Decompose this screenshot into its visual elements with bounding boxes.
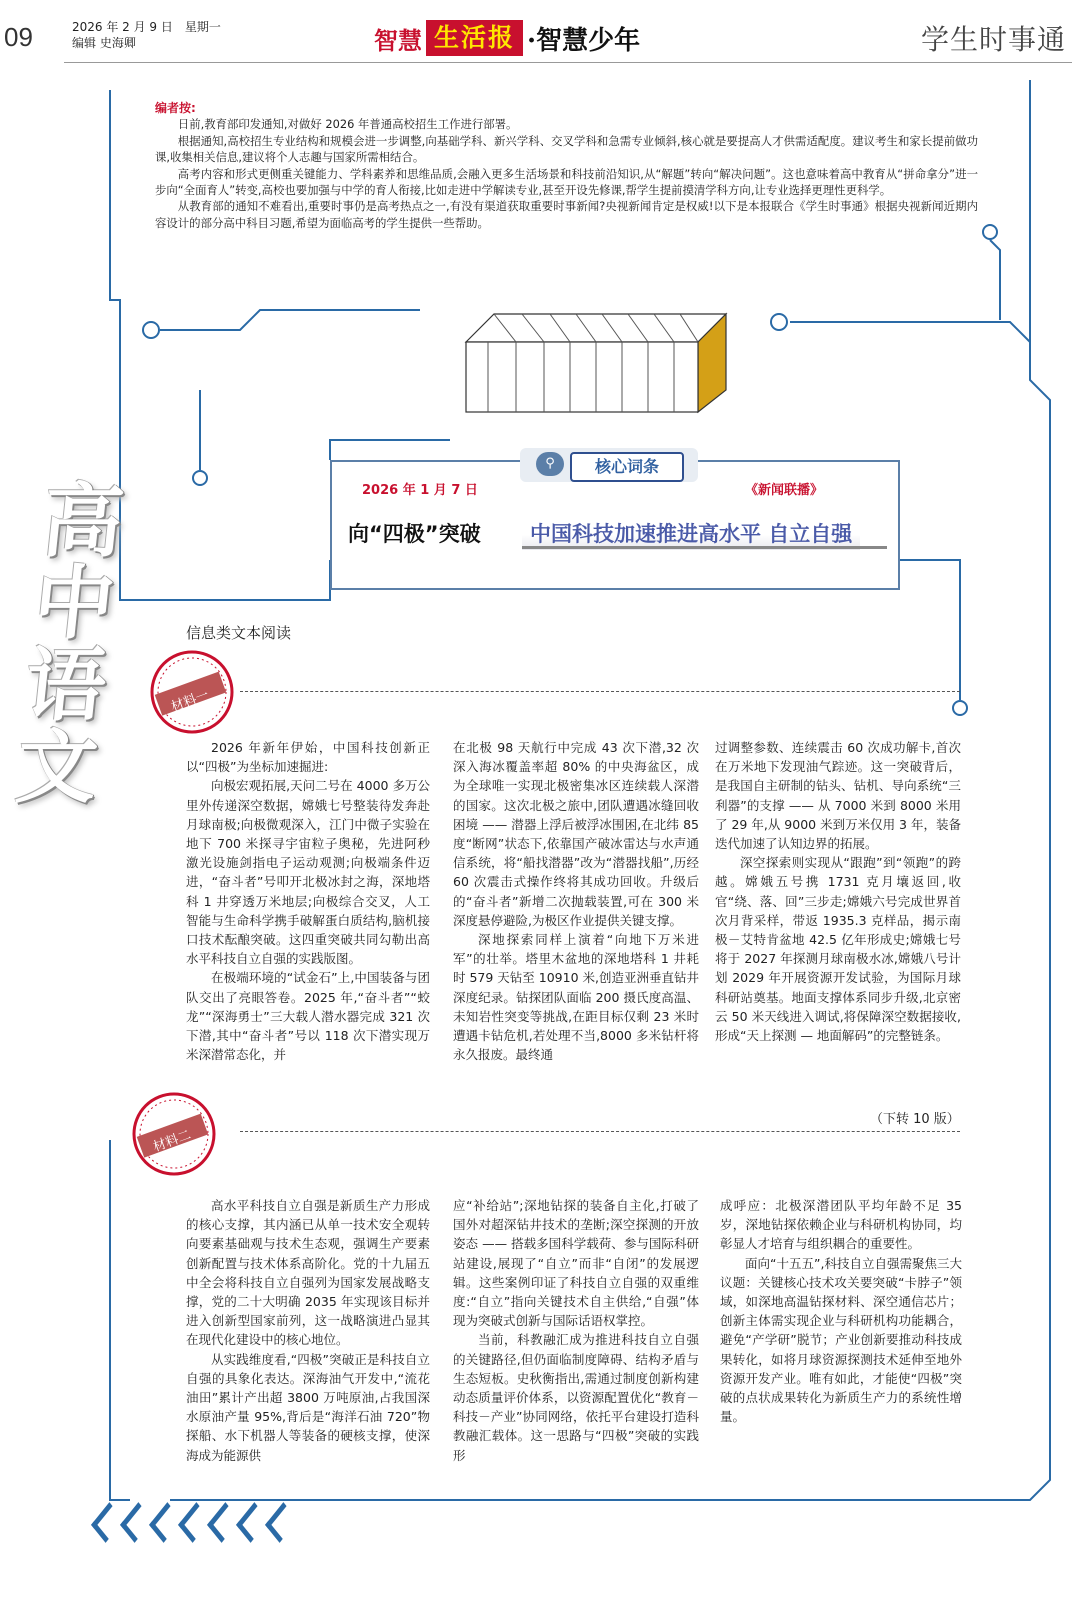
material1-column-3	[715, 738, 961, 1045]
paragraph: 成呼应：北极深潜团队平均年龄不足 35 岁，深地钻探依赖企业与科研机构协同，均彰显人才培育与组织耦合的重要性。	[720, 1198, 962, 1252]
header-divider	[64, 62, 1072, 63]
chevron-left-icon	[207, 1502, 240, 1543]
material1-label: 材料一	[169, 687, 212, 716]
vertical-subject-title: 高中语文	[12, 474, 128, 814]
paragraph: 2026 年新年伊始，中国科技创新正以“四极”为坐标加速掘进:	[186, 740, 430, 775]
paragraph: 深空探索则实现从“跟跑”到“领跑”的跨越。嫦娥五号携 1731 克月壤返回,收官“绕、落、回”三步走;嫦娥六号完成世界首次月背采样，带返 1935.3 克样品，揭示南极－艾特肯盆地 42.5 亿年形成史;嫦娥七号将于 2027 年探测月球南极水冰,嫦娥八号计划 2029 年开展资源开发试验，为国际月球科研站奠基。地面支撑体系同步升级,北京密云 50 米天线进入调试,将保障深空数据接收,形成“天上探测 — 地面解码”的完整链条。	[715, 855, 961, 1044]
logo-left: 智慧	[374, 25, 422, 55]
logo-red: 生活报	[426, 20, 523, 56]
chevron-left-icon	[120, 1502, 153, 1543]
issue-info	[72, 19, 221, 51]
material2-divider	[240, 1131, 960, 1132]
continued-note: （下转 10 版）	[870, 1112, 960, 1127]
section-title: 学生时事通	[920, 23, 1066, 56]
material1-column-2	[453, 738, 699, 1064]
editor-note	[155, 100, 978, 231]
chevron-left-icon	[236, 1502, 269, 1543]
core-term-program: 《新闻联播》	[745, 483, 824, 498]
editor-note-title: 编者按:	[155, 101, 196, 115]
paragraph: 高水平科技自立自强是新质生产力形成的核心支撑，其内涵已从单一技术安全观转向要素基础观与技术生态观，强调生产要素创新配置与技术体系高阶化。党的十九届五中全会将科技自立自强列为国家发展战略支撑，党的二十大明确 2035 年实现该目标并进入创新型国家前列，这一战略演进凸显其在现代化建设中的核心地位。	[186, 1198, 430, 1348]
editor-note-paragraph: 日前,教育部印发通知,对做好 2026 年普通高校招生工作进行部署。	[177, 117, 518, 132]
core-term-headline-sub: 中国科技加速推进高水平 自立自强	[522, 516, 860, 550]
chevron-left-icon	[149, 1502, 182, 1543]
material2-column-3	[720, 1196, 962, 1426]
editor-note-paragraph: 根据通知,高校招生专业结构和规模会进一步调整,向基础学科、新兴学科、交叉学科和急需专业倾斜,核心就是要提高人才供需适配度。建议考生和家长提前做功课,收集相关信息,建议将个人志趣与国家所需相结合。	[155, 133, 978, 165]
newspaper-logo	[374, 18, 640, 58]
chevron-left-icon-row	[96, 1508, 295, 1537]
editor-note-paragraph: 高考内容和形式更侧重关键能力、学科素养和思维品质,会融入更多生活场景和科技前沿知识,从“解题”转向“解决问题”。这也意味着高中教育从“拼命拿分”进一步向“全面育人”转变,高校也要加强与中学的育人衔接,比如走进中学解读专业,甚至开设先修课,帮学生提前摸清学科方向,让专业选择更理性更科学。	[155, 166, 978, 198]
issue-date: 2026 年 2 月 9 日 星期一	[72, 20, 221, 34]
material2-column-2	[453, 1196, 699, 1465]
paragraph: 在北极 98 天航行中完成 43 次下潜,32 次深入海冰覆盖率超 80% 的中央海盆区，成为全球唯一实现北极密集冰区连续载人深潜的国家。这次北极之旅中,团队遭遇冰缝回收困境 —— 潜器上浮后被浮冰围困,在北纬 85 度“断网”状态下,依靠国产破冰雷达与水声通信系统，将“船找潜器”改为“潜器找船”,历经 60 次震击式操作终将其成功回收。升级后的“奋斗者”新增二次抛载装置,可在 300 米深度悬停避险,为极区作业提供关键支撑。	[453, 740, 699, 928]
chevron-left-icon	[178, 1502, 211, 1543]
search-icon: ⚲	[536, 452, 564, 476]
editor-name: 编辑 史海卿	[72, 36, 136, 50]
material2-column-1	[186, 1196, 430, 1465]
headline-underline	[522, 546, 887, 549]
material1-divider	[240, 691, 960, 692]
paragraph: 在极端环境的“试金石”上,中国装备与团队交出了亮眼答卷。2025 年,“奋斗者”“蛟龙”“深海勇士”三大载人潜水器完成 321 次下潜,其中“奋斗者”号以 118 次下潜实现万米深潜常态化，并	[186, 970, 430, 1063]
material2-label: 材料二	[151, 1127, 194, 1156]
core-term-tag: 核心词条	[570, 452, 684, 482]
page-number: 09	[4, 22, 33, 52]
editor-note-paragraph: 从教育部的通知不难看出,重要时事仍是高考热点之一,有没有渠道获取重要时事新闻?央视新闻肯定是权威!以下是本报联合《学生时事通》根据央视新闻近期内容设计的部分高中科目习题,希望为面临高考的学生提供一些帮助。	[155, 199, 978, 230]
paragraph: 向极宏观拓展,天问二号在 4000 多万公里外传递深空数据，嫦娥七号整装待发奔赴月球南极;向极微观深入，江门中微子实验在地下 700 米探寻宇宙粒子奥秘，先进阿秒激光设施剑指电子运动观测;向极端条件迈进，“奋斗者”号叩开北极冰封之海，深地塔科 1 井穿透万米地层;向极综合交叉，人工智能与生命科学携手破解蛋白质结构,脑机接口技术酝酿突破。这四重突破共同勾勒出高水平科技自立自强的实践版图。	[186, 778, 430, 967]
chevron-left-icon	[91, 1502, 124, 1543]
paragraph: 面向“十五五”,科技自立自强需聚焦三大议题：关键核心技术攻关要突破“卡脖子”领域，如深地高温钻探材料、深空通信芯片；创新主体需实现企业与科研机构功能耦合，避免“产学研”脱节；产业创新要推动科技成果转化，如将月球资源探测技术延伸至地外资源开发产业。唯有如此，才能使“四极”突破的点状成果转化为新质生产力的系统性增量。	[720, 1255, 962, 1425]
material1-column-1	[186, 738, 430, 1064]
core-term-date: 2026 年 1 月 7 日	[362, 483, 478, 498]
paragraph: 深地探索同样上演着“向地下万米进军”的壮举。塔里木盆地的深地塔科 1 井耗时 579 天钻至 10910 米,创造亚洲垂直钻井深度纪录。钻探团队面临 200 摄氏度高温、未知岩性突变等挑战,在距目标仅剩 23 米时遭遇卡钻危机,若处理不当,8000 多米钻杆将永久报废。最终通	[453, 932, 699, 1063]
logo-right: ·智慧少年	[527, 25, 641, 56]
paragraph: 应“补给站”;深地钻探的装备自主化,打破了国外对超深钻井技术的垄断;深空探测的开放姿态 —— 搭载多国科学载荷、参与国际科研站建设,展现了“自立”而非“自闭”的发展逻辑。这些案例印证了科技自立自强的双重维度:“自立”指向关键技术自主供给,“自强”体现为突破式创新与国际话语权掌控。	[453, 1198, 699, 1329]
paragraph: 过调整参数、连续震击 60 次成功解卡,首次在万米地下发现油气踪迹。这一突破背后，是我国自主研制的钻头、钻机、导向系统“三利器”的支撑 —— 从 7000 米到 8000 米用了 29 年,从 9000 米到万米仅用 3 年，装备迭代加速了认知边界的拓展。	[715, 740, 961, 852]
paragraph: 当前，科教融汇成为推进科技自立自强的关键路径,但仍面临制度障碍、结构矛盾与生态短板。史秋衡指出,需通过制度创新构建动态质量评价体系，以资源配置优化“教育－科技－产业”协同网络，依托平台建设打造科教融汇载体。这一思路与“四极”突破的实践形	[453, 1332, 699, 1463]
chevron-left-icon	[265, 1502, 298, 1543]
reading-section-heading: 信息类文本阅读	[186, 624, 292, 642]
books-illustration	[464, 312, 734, 417]
paragraph: 从实践维度看,“四极”突破正是科技自立自强的具象化表达。深海油气开发中,“流花油田”累计产出超 3800 万吨原油,占我国深水原油产量 95%,背后是“海洋石油 720”物探船、水下机器人等装备的硬核支撑，使深海成为能源供	[186, 1351, 430, 1463]
core-term-headline-main: 向“四极”突破	[348, 522, 481, 546]
